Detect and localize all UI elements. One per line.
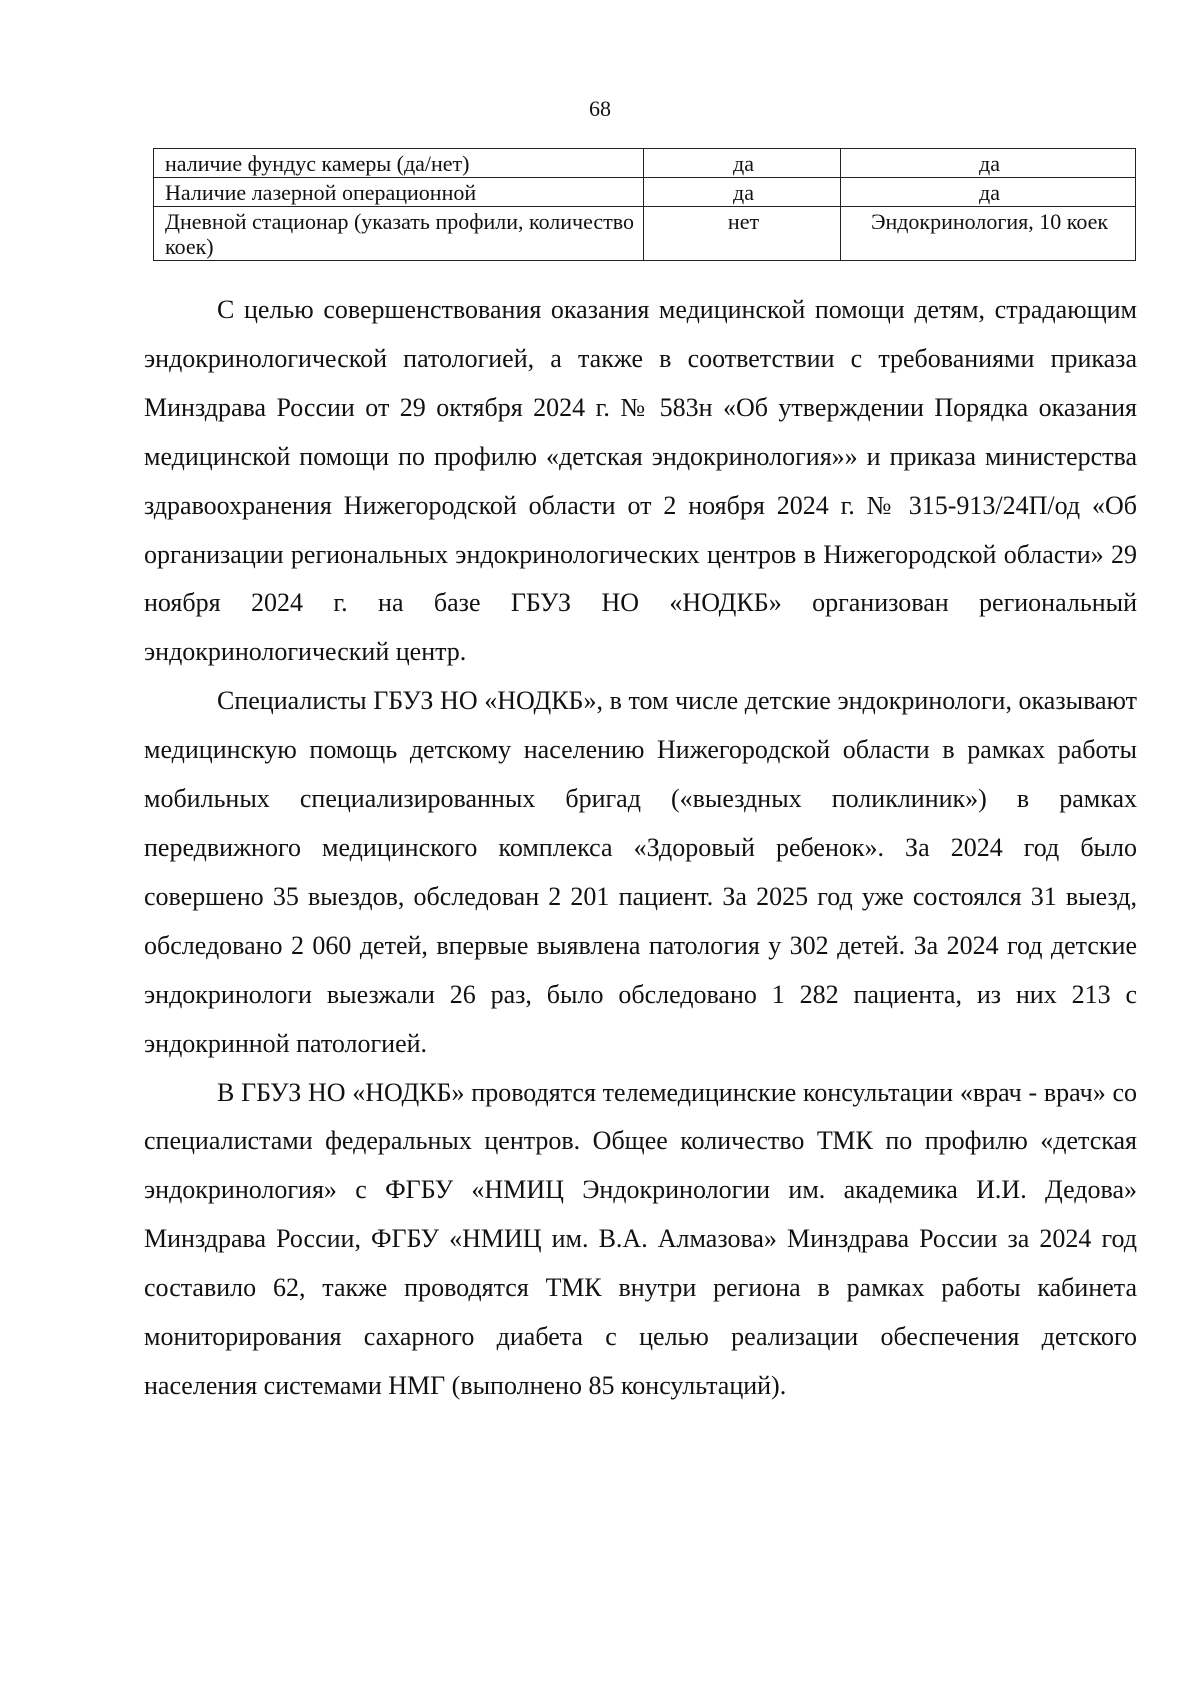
table-cell-label: Дневной стационар (указать профили, количество коек) bbox=[154, 207, 644, 261]
table-cell-value: да bbox=[644, 149, 841, 178]
equipment-table bbox=[153, 148, 1136, 261]
table-cell-label: Наличие лазерной операционной bbox=[154, 178, 644, 207]
table-cell-value: да bbox=[841, 149, 1136, 178]
table-cell-value: Эндокринология, 10 коек bbox=[841, 207, 1136, 261]
table-row bbox=[154, 178, 1136, 207]
paragraph-mobile-teams: Специалисты ГБУЗ НО «НОДКБ», в том числе детские эндокринологи, оказывают медицинскую помощь детскому населению Нижегородской области в рамках работы мобильных специализированных бригад («выездных поликлиник») в рамках передвижного медицинского комплекса «Здоровый ребенок». За 2024 год было совершено 35 выездов, обследован 2 201 пациент. За 2025 год уже состоялся 31 выезд, обследовано 2 060 детей, впервые выявлена патология у 302 детей. За 2024 год детские эндокринологи выезжали 26 раз, было обследовано 1 282 пациента, из них 213 с эндокринной патологией. bbox=[144, 686, 1137, 1058]
table-row bbox=[154, 149, 1136, 178]
table-cell-value: нет bbox=[644, 207, 841, 261]
page-number: 68 bbox=[589, 96, 611, 121]
table-cell-value: да bbox=[644, 178, 841, 207]
table-cell-label: наличие фундус камеры (да/нет) bbox=[154, 149, 644, 178]
body-text bbox=[144, 286, 1137, 1411]
table-row bbox=[154, 207, 1136, 261]
paragraph-telemedicine: В ГБУЗ НО «НОДКБ» проводятся телемедицинские консультации «врач - врач» со специалистами федеральных центров. Общее количество ТМК по профилю «детская эндокринология» с ФГБУ «НМИЦ Эндокринологии им. академика И.И. Дедова» Минздрава России, ФГБУ «НМИЦ им. В.А. Алмазова» Минздрава России за 2024 год составило 62, также проводятся ТМК внутри региона в рамках работы кабинета мониторирования сахарного диабета с целью реализации обеспечения детского населения системами НМГ (выполнено 85 консультаций). bbox=[144, 1077, 1137, 1400]
table-cell-value: да bbox=[841, 178, 1136, 207]
paragraph-endocrinology-center: С целью совершенствования оказания медицинской помощи детям, страдающим эндокринологической патологией, а также в соответствии с требованиями приказа Минздрава России от 29 октября 2024 г. № 583н «Об утверждении Порядка оказания медицинской помощи по профилю «детская эндокринология»» и приказа министерства здравоохранения Нижегородской области от 2 ноября 2024 г. № 315-913/24П/од «Об организации региональных эндокринологических центров в Нижегородской области» 29 ноября 2024 г. на базе ГБУЗ НО «НОДКБ» организован региональный эндокринологический центр. bbox=[144, 295, 1137, 667]
